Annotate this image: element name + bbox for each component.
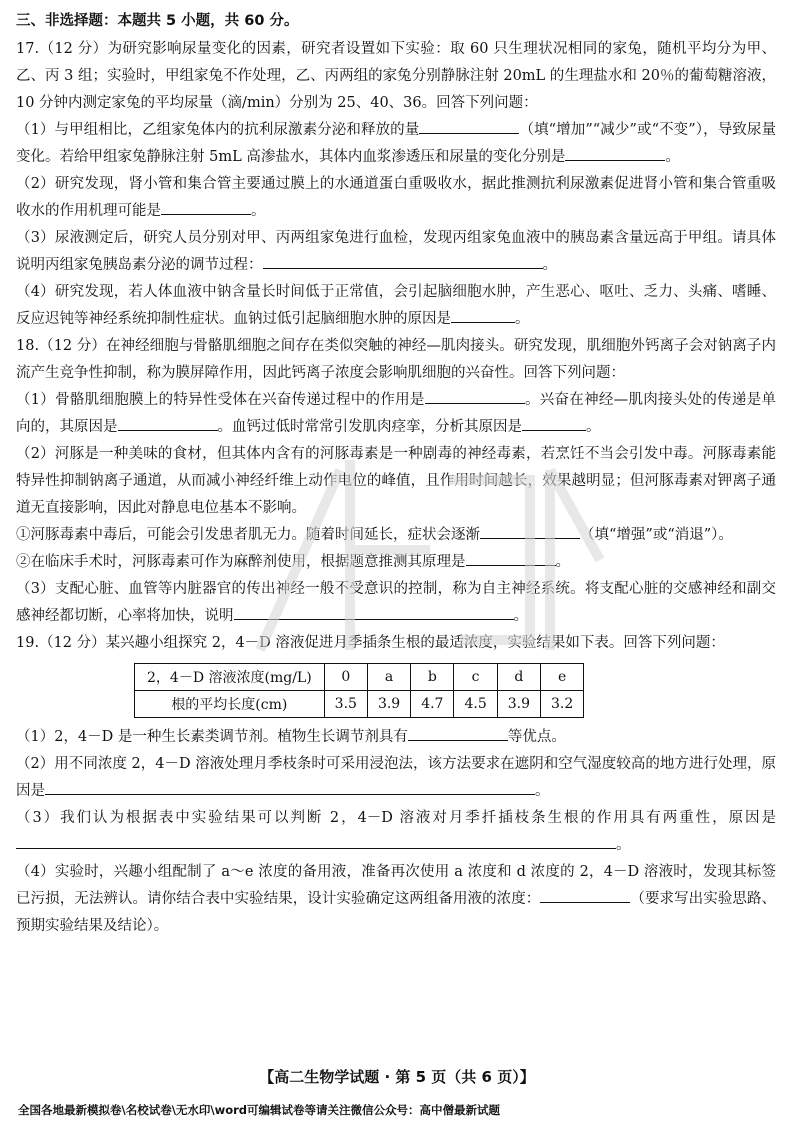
q19-part2 [16,751,776,805]
table-cell: 4.5 [454,691,497,718]
q18-part1-text-b: 。兴奋在神经—肌肉接头处的传递是单向的，其原因是 [16,392,776,435]
q18-part2-ii-text-b: 。 [555,554,570,570]
q19-part1-text-b: 等优点。 [507,729,566,745]
q18-part2-i-text-a: ①河豚毒素中毒后，可能会引发患者肌无力。随着时间延长，症状会逐渐 [16,527,480,543]
q18-part1 [16,387,776,441]
q17-part2-text-b: 。 [251,203,266,219]
q19-part2-text-a: （2）用不同浓度 2，4－D 溶液处理月季枝条时可采用浸泡法，该方法要求在遮阴和空气湿度较高的地方进行处理，原因是 [16,756,776,799]
q18-part1-text-d: 。 [586,419,601,435]
answer-blank[interactable] [425,387,525,404]
q17-part1-text-c: 。 [665,149,680,165]
table-cell: d [497,664,540,691]
table-cell: 4.7 [411,691,454,718]
q17-part3 [16,225,776,279]
q19-part4 [16,859,776,940]
q19-stem: 19.（12 分）某兴趣小组探究 2，4－D 溶液促进月季插条生根的最适浓度，实验结果如下表。回答下列问题： [16,635,725,651]
answer-blank[interactable] [234,603,514,620]
q18-part2-ii [16,549,776,576]
q17-part3-text-b: 。 [542,257,557,273]
q17-part4 [16,279,776,333]
answer-blank[interactable] [118,414,218,431]
table-row [135,664,584,691]
section-heading: 三、非选择题：本题共 5 小题，共 60 分。 [16,13,299,29]
table-cell: c [454,664,497,691]
q18-part1-text-a: （1）骨骼肌细胞膜上的特异性受体在兴奋传递过程中的作用是 [16,392,425,408]
table-row-label: 2，4－D 溶液浓度(mg/L) [135,664,325,691]
q19-part2-text-b: 。 [535,783,550,799]
bottom-note: 全国各地最新模拟卷\名校试卷\无水印\word可编辑试卷等请关注微信公众号：高中僧最新试题 [18,1103,501,1117]
table-row-label: 根的平均长度(cm) [135,691,325,718]
answer-blank[interactable] [45,778,535,795]
q19-part4-text-a: （4）实验时，兴趣小组配制了 a～e 浓度的备用液，准备再次使用 a 浓度和 d 浓度的 2，4－D 溶液时，发现其标签已污损，无法辨认。请你结合表中实验结果，设计实验确定这两组备用液的浓度： [16,864,776,907]
q18-part2-i-text-b: （填“增强”或“消退”）。 [580,527,733,543]
answer-blank[interactable] [451,306,515,323]
answer-blank[interactable] [263,252,543,269]
q17-part2-text-a: （2）研究发现，肾小管和集合管主要通过膜上的水通道蛋白重吸收水，据此推测抗利尿激素促进肾小管和集合管重吸收水的作用机理可能是 [16,176,776,219]
q18-stem: 18.（12 分）在神经细胞与骨骼肌细胞之间存在类似突触的神经—肌肉接头。研究发现，肌细胞外钙离子会对钠离子内流产生竞争性抑制，称为膜屏障作用，因此钙离子浓度会影响肌细胞的兴奋性。回答下列问题： [16,338,776,381]
q17-part3-text-a: （3）尿液测定后，研究人员分别对甲、丙两组家兔进行血检，发现丙组家兔血液中的胰岛素含量远高于甲组。请具体说明丙组家兔胰岛素分泌的调节过程： [16,230,776,273]
q17-part1 [16,117,776,171]
table-cell: e [541,664,584,691]
q17-part1-text-a: （1）与甲组相比，乙组家兔体内的抗利尿激素分泌和释放的量 [16,122,420,138]
question-17 [16,36,776,333]
q18-part1-text-c: 。血钙过低时常常引发肌肉痉挛，分析其原因是 [217,419,522,435]
q17-part4-text-a: （4）研究发现，若人体血液中钠含量长时间低于正常值，会引起脑细胞水肿，产生恶心、呕吐、乏力、头痛、嗜睡、反应迟钝等神经系统抑制性症状。血钠过低引起脑细胞水肿的原因是 [16,284,776,327]
question-19 [16,630,776,940]
page-footer: 【高二生物学试题 · 第 5 页（共 6 页）】 [259,1068,535,1086]
table-cell: 0 [324,664,367,691]
q18-part3-text-b: 。 [513,608,528,624]
q18-part2-i [16,522,776,549]
answer-blank[interactable] [408,724,508,741]
answer-blank[interactable] [161,198,251,215]
q17-stem: 17.（12 分）为研究影响尿量变化的因素，研究者设置如下实验：取 60 只生理状况相同的家兔，随机平均分为甲、乙、丙 3 组；实验时，甲组家兔不作处理，乙、丙两组的家兔分别静脉注射 20mL 的生理盐水和 20％的葡萄糖溶液，10 分钟内测定家兔的平均尿量（滴/min）分别为 25、40、36。回答下列问题： [16,41,776,111]
answer-blank[interactable] [480,522,580,539]
table-cell: 3.9 [497,691,540,718]
q19-part3 [16,805,776,859]
q17-part1-text-b: （填“增加”“减少”或“不变”），导致尿量变化。若给甲组家兔静脉注射 5mL 高渗盐水，其体内血浆渗透压和尿量的变化分别是 [16,122,776,165]
q19-part1 [16,724,776,751]
q18-part3 [16,576,776,630]
answer-blank[interactable] [522,414,586,431]
q19-part4-text-b: （要求写出实验思路、预期实验结果及结论）。 [16,891,777,934]
q18-part3-text-a: （3）支配心脏、血管等内脏器官的传出神经一般不受意识的控制，称为自主神经系统。将支配心脏的交感神经和副交感神经都切断，心率将加快，说明 [16,581,776,624]
answer-blank[interactable] [16,832,616,849]
q18-part2-ii-text-a: ②在临床手术时，河豚毒素可作为麻醉剂使用，根据题意推测其原理是 [16,554,466,570]
q17-part2 [16,171,776,225]
answer-blank[interactable] [565,144,665,161]
results-table [134,663,584,718]
answer-blank[interactable] [540,886,630,903]
table-cell: 3.5 [324,691,367,718]
q19-part1-text-a: （1）2，4－D 是一种生长素类调节剂。植物生长调节剂具有 [16,729,408,745]
q19-part3-text-a: （3）我们认为根据表中实验结果可以判断 2，4－D 溶液对月季扦插枝条生根的作用具有两重性，原因是 [16,810,776,826]
question-18 [16,333,776,630]
answer-blank[interactable] [466,549,556,566]
exam-page [16,8,776,940]
table-row [135,691,584,718]
table-cell: b [411,664,454,691]
q17-part4-text-b: 。 [515,311,530,327]
table-cell: 3.2 [541,691,584,718]
answer-blank[interactable] [419,117,519,134]
q18-part2: （2）河豚是一种美味的食材，但其体内含有的河豚毒素是一种剧毒的神经毒素，若烹饪不当会引发中毒。河豚毒素能特异性抑制钠离子通道，从而减小神经纤维上动作电位的峰值，且作用时间越长，效果越明显；但河豚毒素对钾离子通道无直接影响，因此对静息电位基本不影响。 [16,446,776,516]
table-cell: 3.9 [367,691,410,718]
q19-part3-text-b: 。 [616,837,631,853]
table-cell: a [367,664,410,691]
